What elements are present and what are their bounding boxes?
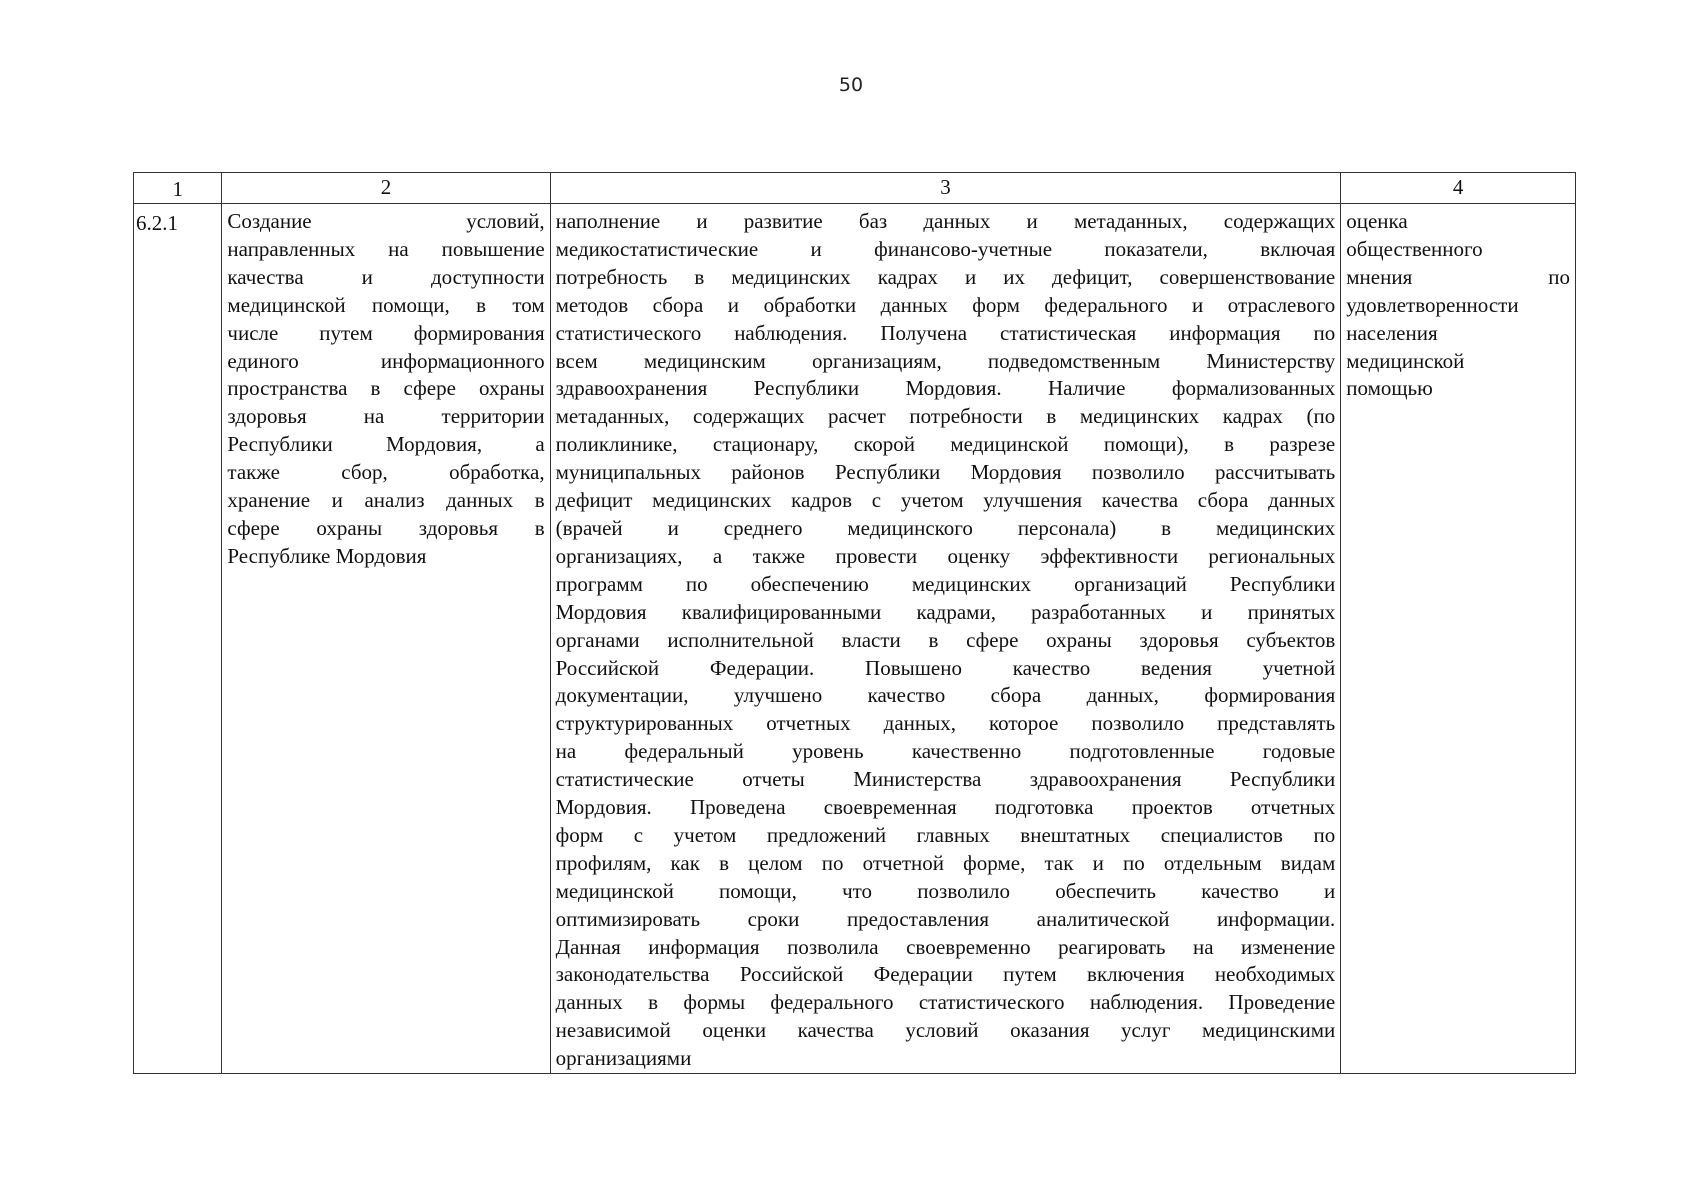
measure-cell bbox=[222, 204, 550, 1074]
text-line: профилям, как в целом по отчетной форме, так и по отдельным видам bbox=[555, 850, 1336, 875]
text-line: Создание условий, bbox=[227, 209, 545, 233]
indicator-cell bbox=[1341, 204, 1576, 1074]
text-line: муниципальных районов Республики Мордовия позволило рассчитывать bbox=[555, 460, 1336, 485]
text-line: поликлинике, стационару, скорой медицинской помощи), в разрезе bbox=[555, 432, 1336, 457]
text-line: помощью bbox=[1346, 376, 1433, 401]
text-line: органами исполнительной власти в сфере охраны здоровья субъектов bbox=[555, 627, 1336, 652]
text-line: оценка bbox=[1346, 209, 1408, 233]
text-line: качества и доступности bbox=[227, 264, 545, 289]
text-line: медицинской помощи, что позволило обеспечить качество и bbox=[555, 878, 1336, 903]
text-line: метаданных, содержащих расчет потребности в медицинских кадрах (по bbox=[555, 404, 1336, 429]
text-line: программ по обеспечению медицинских организаций Республики bbox=[555, 571, 1336, 596]
text-line: Мордовия. Проведена своевременная подготовка проектов отчетных bbox=[555, 795, 1336, 820]
text-line: здоровья на территории bbox=[227, 404, 545, 429]
header-cell-4: 4 bbox=[1341, 173, 1576, 204]
text-line: независимой оценки качества условий оказания услуг медицинскими bbox=[555, 1018, 1336, 1043]
text-line: сфере охраны здоровья в bbox=[227, 515, 545, 540]
table-header-row bbox=[134, 173, 1576, 204]
document-table bbox=[133, 172, 1576, 1074]
text-line: документации, улучшено качество сбора данных, формирования bbox=[555, 683, 1336, 708]
text-line: на федеральный уровень качественно подготовленные годовые bbox=[555, 739, 1336, 764]
text-line: медикостатистические и финансово-учетные показатели, включая bbox=[555, 236, 1336, 261]
table-row bbox=[134, 204, 1576, 1074]
text-line: структурированных отчетных данных, которое позволило представлять bbox=[555, 711, 1336, 736]
text-line: (врачей и среднего медицинского персонала) в медицинских bbox=[555, 515, 1336, 540]
header-cell-2: 2 bbox=[222, 173, 550, 204]
text-line: статистического наблюдения. Получена статистическая информация по bbox=[555, 320, 1336, 345]
text-line: потребность в медицинских кадрах и их дефицит, совершенствование bbox=[555, 264, 1336, 289]
text-line: медицинской bbox=[1346, 348, 1465, 373]
text-line: форм с учетом предложений главных внештатных специалистов по bbox=[555, 822, 1336, 847]
result-text bbox=[556, 204, 1336, 1073]
text-line: хранение и анализ данных в bbox=[227, 488, 545, 513]
text-line: организациях, а также провести оценку эффективности региональных bbox=[555, 543, 1336, 568]
text-line: единого информационного bbox=[227, 348, 545, 373]
text-line: методов сбора и обработки данных форм федерального и отраслевого bbox=[555, 292, 1336, 317]
text-line: всем медицинским организациям, подведомственным Министерству bbox=[555, 348, 1336, 373]
text-line: мнения по bbox=[1346, 264, 1570, 289]
text-line: населения bbox=[1346, 320, 1438, 345]
text-line: пространства в сфере охраны bbox=[227, 376, 545, 401]
measure-text bbox=[227, 204, 544, 571]
text-line: также сбор, обработка, bbox=[227, 460, 545, 485]
result-cell bbox=[550, 204, 1341, 1074]
text-line: данных в формы федерального статистического наблюдения. Проведение bbox=[555, 990, 1336, 1015]
text-line: дефицит медицинских кадров с учетом улучшения качества сбора данных bbox=[555, 488, 1336, 513]
text-line: направленных на повышение bbox=[227, 236, 545, 261]
text-line: общественного bbox=[1346, 236, 1483, 261]
text-line: Республики Мордовия, а bbox=[227, 432, 545, 457]
text-line: Республике Мордовия bbox=[227, 543, 427, 568]
text-line: удовлетворенности bbox=[1346, 292, 1519, 317]
text-line: статистические отчеты Министерства здравоохранения Республики bbox=[555, 767, 1336, 792]
header-cell-1: 1 bbox=[134, 173, 222, 204]
text-line: числе путем формирования bbox=[227, 320, 545, 345]
text-line: законодательства Российской Федерации путем включения необходимых bbox=[555, 962, 1336, 987]
header-cell-3: 3 bbox=[550, 173, 1341, 204]
text-line: организациями bbox=[555, 1046, 692, 1071]
text-line: Российской Федерации. Повышено качество ведения учетной bbox=[555, 655, 1336, 680]
text-line: Мордовия квалифицированными кадрами, разработанных и принятых bbox=[555, 599, 1336, 624]
text-line: медицинской помощи, в том bbox=[227, 292, 545, 317]
text-line: наполнение и развитие баз данных и метаданных, содержащих bbox=[555, 209, 1336, 233]
indicator-text bbox=[1346, 204, 1570, 403]
text-line: оптимизировать сроки предоставления аналитической информации. bbox=[555, 906, 1336, 931]
page-number: 50 bbox=[838, 74, 864, 96]
text-line: Данная информация позволила своевременно реагировать на изменение bbox=[555, 934, 1336, 959]
text-line: здравоохранения Республики Мордовия. Наличие формализованных bbox=[555, 376, 1336, 401]
row-number-cell bbox=[134, 204, 222, 1074]
row-number: 6.2.1 bbox=[136, 211, 178, 235]
